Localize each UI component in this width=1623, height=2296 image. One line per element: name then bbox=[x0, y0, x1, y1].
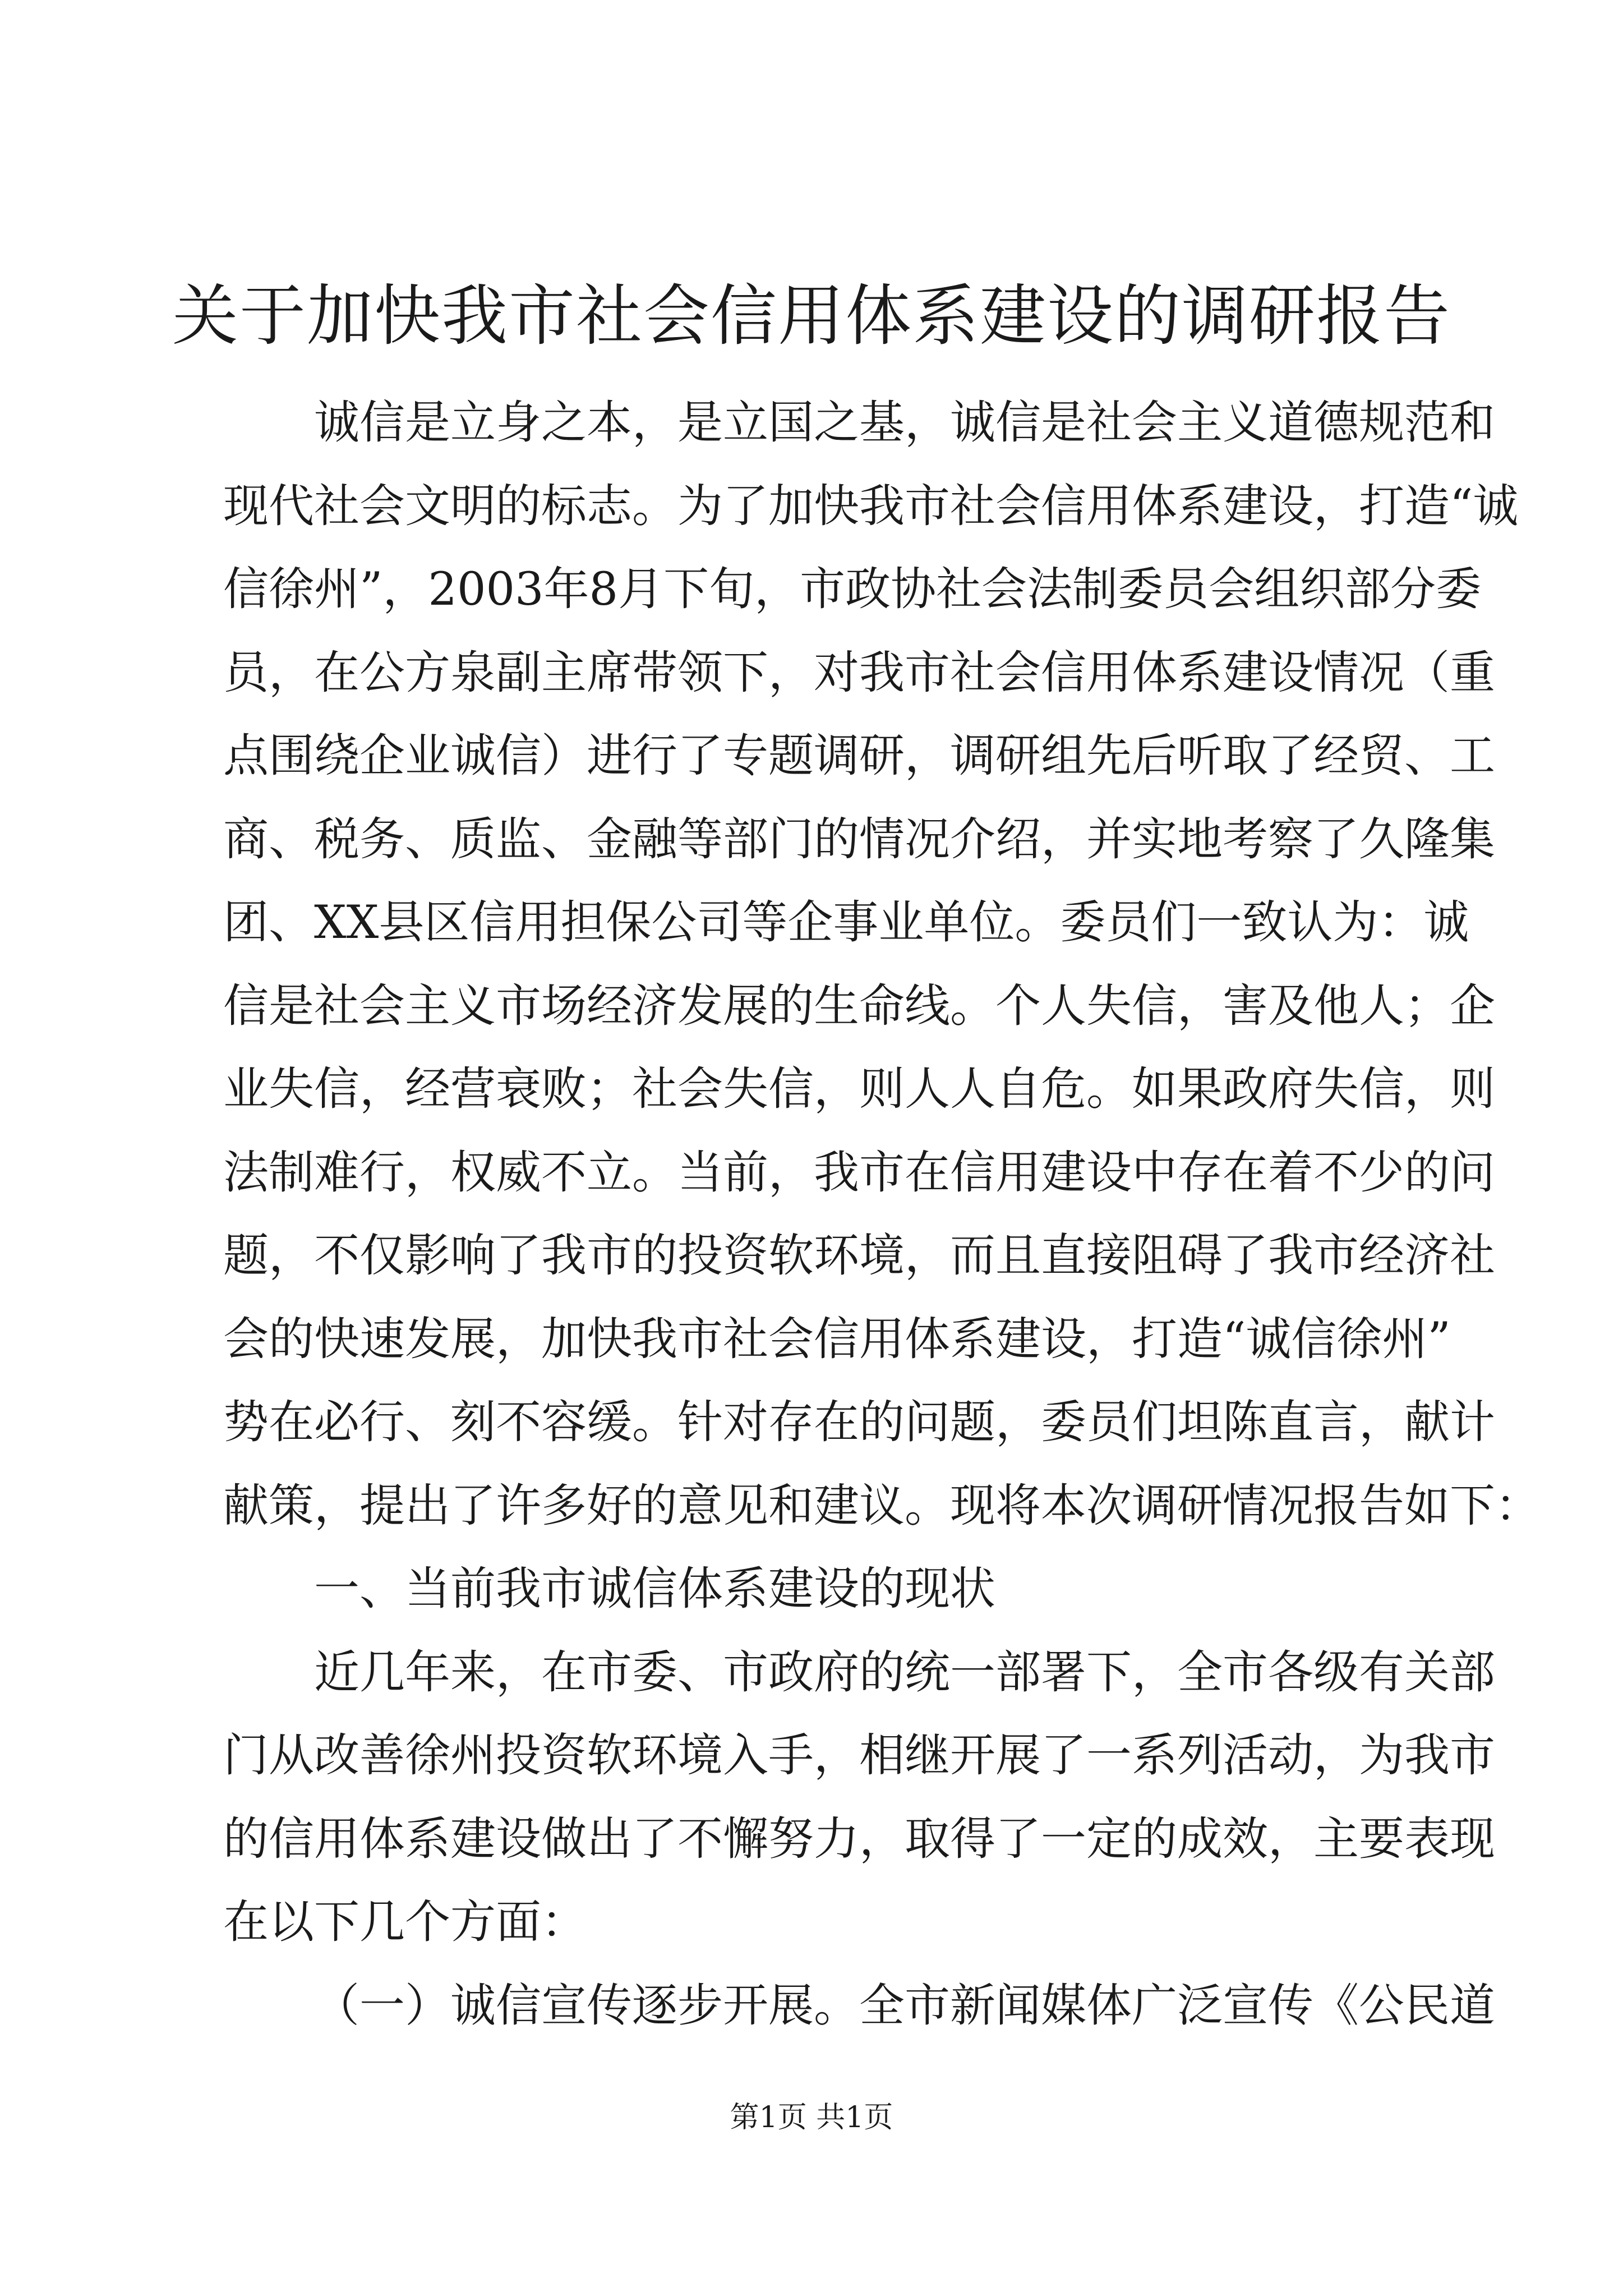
paragraph-line: 题，不仅影响了我市的投资软环境，而且直接阻碍了我市经济社 bbox=[223, 1230, 1496, 1282]
paragraph-line: 点围绕企业诚信）进行了专题调研，调研组先后听取了经贸、工 bbox=[223, 730, 1496, 783]
paragraph-line: 的信用体系建设做出了不懈努力，取得了一定的成效，主要表现 bbox=[223, 1812, 1496, 1866]
document-title: 关于加快我市社会信用体系建设的调研报告 bbox=[172, 277, 1451, 355]
page-footer: 第1页 共1页 bbox=[730, 2101, 893, 2134]
paragraph-line: 员，在公方泉副主席带领下，对我市社会信用体系建设情况（重 bbox=[223, 646, 1496, 700]
paragraph-line: 会的快速发展，加快我市社会信用体系建设，打造“诚信徐州” bbox=[223, 1313, 1451, 1366]
paragraph-line: 现代社会文明的标志。为了加快我市社会信用体系建设，打造“诚 bbox=[223, 480, 1519, 533]
paragraph-line: 信徐州”，2003年8月下旬，市政协社会法制委员会组织部分委 bbox=[223, 563, 1482, 616]
paragraph-line: 业失信，经营衰败；社会失信，则人人自危。如果政府失信，则 bbox=[223, 1063, 1496, 1116]
paragraph-line: 团、XX县区信用担保公司等企事业单位。委员们一致认为：诚 bbox=[223, 896, 1469, 949]
paragraph-line: 近几年来，在市委、市政府的统一部署下，全市各级有关部 bbox=[314, 1646, 1496, 1699]
paragraph-line: 在以下几个方面： bbox=[223, 1896, 587, 1949]
paragraph-line: 势在必行、刻不容缓。针对存在的问题，委员们坦陈直言，献计 bbox=[223, 1396, 1496, 1449]
paragraph-line: 商、税务、质监、金融等部门的情况介绍，并实地考察了久隆集 bbox=[223, 813, 1496, 866]
paragraph-line: 信是社会主义市场经济发展的生命线。个人失信，害及他人；企 bbox=[223, 979, 1496, 1033]
paragraph-line: 门从改善徐州投资软环境入手，相继开展了一系列活动，为我市 bbox=[223, 1729, 1496, 1782]
paragraph-line: 诚信是立身之本，是立国之基，诚信是社会主义道德规范和 bbox=[314, 397, 1496, 449]
document-body bbox=[223, 381, 1541, 2047]
subsection-line: （一）诚信宣传逐步开展。全市新闻媒体广泛宣传《公民道 bbox=[314, 1979, 1496, 2032]
section-heading: 一、当前我市诚信体系建设的现状 bbox=[314, 1563, 996, 1616]
paragraph-line: 献策，提出了许多好的意见和建议。现将本次调研情况报告如下： bbox=[223, 1479, 1541, 1533]
paragraph-line: 法制难行，权威不立。当前，我市在信用建设中存在着不少的问 bbox=[223, 1146, 1496, 1199]
